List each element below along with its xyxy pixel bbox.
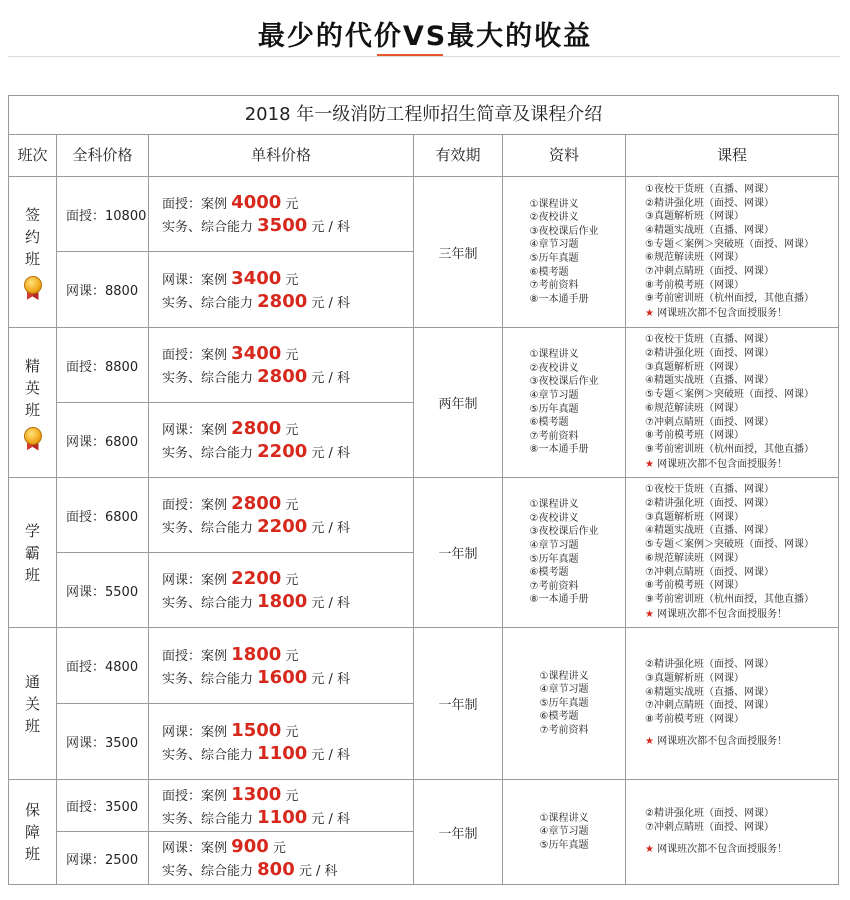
single-price-combo-line bbox=[162, 290, 413, 313]
list-item: ⑤历年真题 bbox=[529, 253, 579, 264]
gold-medal-icon bbox=[23, 276, 43, 300]
courses-list bbox=[645, 333, 814, 456]
combo-label: 实务、综合能力 bbox=[162, 295, 254, 311]
class-name-char: 精 bbox=[24, 356, 40, 375]
combo-label: 实务、综合能力 bbox=[162, 864, 254, 879]
yuan-unit: 元 bbox=[285, 648, 299, 664]
full-price-text: 网课：3500 bbox=[66, 736, 139, 751]
service-note bbox=[645, 843, 787, 857]
case-price: 3400 bbox=[231, 343, 282, 364]
courses-block bbox=[645, 807, 787, 856]
class-name-cell bbox=[9, 328, 57, 478]
case-price: 4000 bbox=[231, 192, 282, 213]
case-label: 案例 bbox=[201, 788, 228, 804]
list-item: ⑤专题＜案例＞突破班（面授、网课） bbox=[645, 238, 814, 250]
single-price-case-line bbox=[162, 267, 413, 290]
combo-price: 2200 bbox=[257, 441, 308, 462]
validity-cell bbox=[414, 780, 503, 884]
list-item: ⑧一本通手册 bbox=[529, 594, 589, 606]
header-validity: 有效期 bbox=[414, 134, 503, 177]
validity-cell bbox=[414, 478, 503, 628]
list-item: ⑥模考题 bbox=[539, 711, 579, 723]
list-item: ⑦考前资料 bbox=[529, 280, 579, 292]
combo-price: 2200 bbox=[257, 516, 308, 537]
combo-label: 实务、综合能力 bbox=[162, 220, 254, 235]
list-item: ①课程讲义 bbox=[529, 349, 579, 361]
single-price-case-line bbox=[162, 342, 413, 365]
case-label: 案例 bbox=[201, 348, 228, 363]
yuan-unit: 元 bbox=[285, 573, 299, 588]
list-item: ⑦冲刺点睛班（面授、网课） bbox=[645, 566, 774, 578]
case-label: 案例 bbox=[201, 573, 228, 588]
materials-cell bbox=[503, 177, 626, 328]
materials-list bbox=[540, 812, 589, 853]
full-price-cell bbox=[57, 403, 149, 478]
full-price-text: 网课：2500 bbox=[66, 852, 139, 868]
class-name-char: 霸 bbox=[24, 543, 40, 562]
full-price-cell bbox=[57, 780, 149, 832]
single-price-combo-line bbox=[162, 214, 413, 237]
list-item: ④精题实战班（直播、网课） bbox=[645, 375, 774, 387]
mode-label: 面授： bbox=[162, 197, 202, 212]
mode-label: 面授： bbox=[162, 648, 202, 664]
single-price-cell bbox=[149, 328, 414, 403]
medal-disc bbox=[24, 276, 42, 294]
single-price-cell bbox=[149, 478, 414, 553]
case-price: 2800 bbox=[231, 418, 282, 439]
combo-price: 1100 bbox=[257, 806, 308, 828]
mode-label: 面授： bbox=[162, 348, 202, 363]
full-price-cell bbox=[57, 704, 149, 780]
full-price-cell bbox=[57, 252, 149, 328]
materials-cell bbox=[503, 328, 626, 478]
case-price: 2800 bbox=[231, 493, 282, 514]
combo-label: 实务、综合能力 bbox=[162, 446, 254, 461]
yuan-unit: 元 bbox=[285, 197, 299, 212]
list-item: ④精题实战班（直播、网课） bbox=[645, 224, 774, 236]
full-price-cell bbox=[57, 553, 149, 628]
mode-label: 面授： bbox=[162, 498, 202, 513]
full-price-cell bbox=[57, 832, 149, 884]
list-item: ⑤历年真题 bbox=[529, 553, 579, 565]
list-item: ④章节习题 bbox=[539, 826, 589, 838]
mode-label: 网课： bbox=[162, 272, 202, 288]
list-item: ④精题实战班（直播、网课） bbox=[645, 686, 774, 698]
page-headline: 最少的代价VS最大的收益 bbox=[257, 21, 593, 52]
full-price-text: 面授：3500 bbox=[66, 800, 139, 815]
list-item: ④章节习题 bbox=[529, 239, 579, 251]
list-item: ④章节习题 bbox=[529, 389, 579, 401]
single-price-cell bbox=[149, 177, 414, 252]
list-item: ⑦考前资料 bbox=[539, 724, 589, 736]
full-price-text: 网课：8800 bbox=[66, 284, 139, 299]
single-price-cell bbox=[149, 252, 414, 328]
header-full-price: 全科价格 bbox=[57, 134, 149, 177]
single-price-case-line bbox=[162, 492, 413, 515]
case-label: 案例 bbox=[201, 197, 228, 212]
courses-block bbox=[645, 183, 814, 321]
case-label: 案例 bbox=[201, 724, 228, 740]
list-item: ⑦冲刺点睛班（面授、网课） bbox=[645, 822, 774, 833]
list-item: ⑧考前模考班（网课） bbox=[645, 714, 744, 726]
single-price-case-line bbox=[162, 719, 413, 742]
single-price-combo-line bbox=[162, 590, 413, 613]
materials-list bbox=[540, 670, 589, 738]
courses-cell bbox=[626, 328, 838, 478]
single-price-combo-line bbox=[162, 742, 413, 765]
class-name-char: 障 bbox=[24, 823, 40, 841]
single-price-combo-line bbox=[162, 666, 413, 689]
headline-divider bbox=[8, 56, 840, 57]
list-item: ①课程讲义 bbox=[539, 812, 589, 824]
class-name-char: 班 bbox=[24, 845, 40, 863]
star-icon: ★ bbox=[645, 843, 658, 855]
full-price-text: 网课：6800 bbox=[66, 434, 139, 450]
class-name-char: 班 bbox=[24, 250, 40, 268]
service-note-text: 网课班次都不包含面授服务！ bbox=[657, 308, 788, 320]
list-item: ⑤专题＜案例＞突破班（面授、网课） bbox=[645, 389, 814, 401]
class-name-char: 通 bbox=[24, 672, 40, 691]
combo-price: 1800 bbox=[257, 591, 308, 612]
list-item: ②精讲强化班（面授、网课） bbox=[645, 498, 774, 510]
case-label: 案例 bbox=[201, 841, 228, 856]
list-item: ⑥模考题 bbox=[529, 567, 569, 579]
table-title: 2018 年一级消防工程师招生简章及课程介绍 bbox=[9, 96, 838, 135]
header-courses: 课程 bbox=[626, 134, 838, 177]
combo-label: 实务、综合能力 bbox=[162, 811, 254, 827]
combo-price: 1600 bbox=[257, 666, 308, 688]
gold-medal-icon bbox=[23, 427, 43, 451]
list-item: ⑦考前资料 bbox=[529, 580, 579, 592]
class-name-char: 保 bbox=[24, 801, 40, 819]
single-price-case-line bbox=[162, 191, 413, 214]
class-name-char: 班 bbox=[24, 565, 40, 584]
courses-cell bbox=[626, 628, 838, 780]
combo-label: 实务、综合能力 bbox=[162, 671, 254, 687]
service-note-text: 网课班次都不包含面授服务！ bbox=[657, 843, 788, 855]
validity-cell bbox=[414, 628, 503, 780]
per-subject-unit: 元 / 科 bbox=[298, 864, 338, 879]
list-item: ⑨考前密训班（杭州面授，其他直播） bbox=[645, 293, 814, 305]
courses-block bbox=[645, 333, 814, 471]
list-item: ⑥规范解读班（网课） bbox=[645, 252, 744, 264]
list-item: ⑦冲刺点睛班（面授、网课） bbox=[645, 416, 774, 428]
service-note-text: 网课班次都不包含面授服务！ bbox=[657, 608, 788, 620]
list-item: ⑦冲刺点睛班（面授、网课） bbox=[645, 700, 774, 712]
materials-list bbox=[530, 498, 599, 607]
list-item: ④章节习题 bbox=[529, 539, 579, 551]
combo-price: 3500 bbox=[257, 215, 308, 236]
list-item: ①课程讲义 bbox=[539, 670, 589, 682]
list-item: ①课程讲义 bbox=[529, 499, 579, 511]
single-price-cell bbox=[149, 628, 414, 704]
full-price-text: 面授：4800 bbox=[66, 660, 139, 675]
courses-cell bbox=[626, 177, 838, 328]
single-price-cell bbox=[149, 832, 414, 884]
single-price-cell bbox=[149, 704, 414, 780]
star-icon: ★ bbox=[645, 458, 658, 470]
full-price-text: 面授：6800 bbox=[66, 509, 139, 525]
case-price: 900 bbox=[231, 836, 269, 857]
class-name-char: 学 bbox=[24, 521, 40, 540]
validity-text: 一年制 bbox=[438, 698, 478, 713]
yuan-unit: 元 bbox=[285, 724, 299, 740]
class-name-char: 签 bbox=[24, 206, 40, 224]
list-item: ⑥模考题 bbox=[529, 266, 569, 278]
full-price-text: 面授：10800 bbox=[66, 208, 147, 224]
list-item: ⑧考前模考班（网课） bbox=[645, 580, 744, 592]
list-item: ⑧考前模考班（网课） bbox=[645, 279, 744, 291]
materials-cell bbox=[503, 780, 626, 884]
list-item: ⑧考前模考班（网课） bbox=[645, 430, 744, 442]
case-label: 案例 bbox=[201, 648, 228, 664]
medal-disc bbox=[24, 427, 42, 445]
list-item: ③真题解析班（网课） bbox=[645, 511, 744, 523]
list-item: ③真题解析班（网课） bbox=[645, 672, 744, 684]
materials-list bbox=[530, 198, 599, 307]
validity-cell bbox=[414, 177, 503, 328]
single-price-cell bbox=[149, 403, 414, 478]
full-price-cell bbox=[57, 177, 149, 252]
header-class: 班次 bbox=[9, 134, 57, 177]
list-item: ②精讲强化班（面授、网课） bbox=[645, 808, 774, 820]
list-item: ②夜校讲义 bbox=[529, 212, 579, 224]
single-price-case-line bbox=[162, 783, 413, 806]
list-item: ⑧一本通手册 bbox=[529, 444, 589, 456]
yuan-unit: 元 bbox=[285, 272, 299, 288]
list-item: ④精题实战班（直播、网课） bbox=[645, 525, 774, 537]
mode-label: 网课： bbox=[162, 841, 202, 856]
full-price-cell bbox=[57, 328, 149, 403]
list-item: ③夜校课后作业 bbox=[529, 526, 599, 538]
list-item: ⑦冲刺点睛班（面授、网课） bbox=[645, 266, 774, 278]
class-name-char: 英 bbox=[24, 378, 40, 397]
single-price-case-line bbox=[162, 643, 413, 666]
materials-cell bbox=[503, 628, 626, 780]
case-price: 3400 bbox=[231, 267, 282, 289]
single-price-cell bbox=[149, 780, 414, 832]
star-icon: ★ bbox=[645, 735, 658, 747]
list-item: ③真题解析班（网课） bbox=[645, 361, 744, 373]
per-subject-unit: 元 / 科 bbox=[311, 220, 351, 235]
service-note-text: 网课班次都不包含面授服务！ bbox=[657, 458, 788, 470]
validity-text: 一年制 bbox=[438, 547, 478, 562]
class-name-cell bbox=[9, 780, 57, 884]
single-price-combo-line bbox=[162, 440, 413, 463]
class-name-char: 关 bbox=[24, 694, 40, 713]
list-item: ⑤历年真题 bbox=[539, 697, 589, 709]
full-price-cell bbox=[57, 478, 149, 553]
courses-block bbox=[645, 658, 787, 749]
star-icon: ★ bbox=[645, 608, 658, 620]
list-item: ⑨考前密训班（杭州面授，其他直播） bbox=[645, 443, 814, 455]
courses-list bbox=[645, 807, 787, 834]
courses-list bbox=[645, 483, 814, 606]
single-price-combo-line bbox=[162, 806, 413, 829]
list-item: ⑥模考题 bbox=[529, 417, 569, 429]
mode-label: 网课： bbox=[162, 573, 202, 588]
list-item: ⑤历年真题 bbox=[529, 403, 579, 415]
per-subject-unit: 元 / 科 bbox=[311, 295, 351, 311]
service-note bbox=[645, 307, 814, 321]
validity-text: 三年制 bbox=[438, 246, 478, 262]
list-item: ①夜校干货班（直播、网课） bbox=[645, 484, 774, 496]
service-note-text: 网课班次都不包含面授服务！ bbox=[657, 735, 788, 747]
combo-label: 实务、综合能力 bbox=[162, 747, 254, 763]
validity-cell bbox=[414, 328, 503, 478]
mode-label: 网课： bbox=[162, 423, 202, 438]
list-item: ③夜校课后作业 bbox=[529, 376, 599, 388]
mode-label: 面授： bbox=[162, 788, 202, 804]
service-note bbox=[645, 458, 814, 472]
list-item: ⑥规范解读班（网课） bbox=[645, 402, 744, 414]
case-label: 案例 bbox=[201, 423, 228, 438]
case-label: 案例 bbox=[201, 272, 228, 288]
list-item: ②夜校讲义 bbox=[529, 512, 579, 524]
list-item: ③真题解析班（网课） bbox=[645, 211, 744, 223]
header-single-price: 单科价格 bbox=[149, 134, 414, 177]
combo-price: 1100 bbox=[257, 742, 308, 764]
materials-list bbox=[530, 348, 599, 457]
per-subject-unit: 元 / 科 bbox=[311, 371, 351, 386]
per-subject-unit: 元 / 科 bbox=[311, 811, 351, 827]
list-item: ③夜校课后作业 bbox=[529, 225, 599, 237]
list-item: ②精讲强化班（面授、网课） bbox=[645, 659, 774, 671]
courses-cell bbox=[626, 478, 838, 628]
case-price: 1300 bbox=[231, 783, 282, 805]
class-name-cell bbox=[9, 478, 57, 628]
validity-text: 两年制 bbox=[438, 397, 478, 412]
class-name-cell bbox=[9, 628, 57, 780]
service-note bbox=[645, 608, 814, 622]
single-price-case-line bbox=[162, 835, 413, 858]
service-note bbox=[645, 735, 787, 749]
single-price-case-line bbox=[162, 417, 413, 440]
yuan-unit: 元 bbox=[285, 788, 299, 804]
class-name-char: 班 bbox=[24, 716, 40, 735]
courses-cell bbox=[626, 780, 838, 884]
courses-list bbox=[645, 658, 787, 727]
materials-cell bbox=[503, 478, 626, 628]
list-item: ①课程讲义 bbox=[529, 198, 579, 210]
list-item: ①夜校干货班（直播、网课） bbox=[645, 334, 774, 346]
per-subject-unit: 元 / 科 bbox=[311, 521, 351, 536]
yuan-unit: 元 bbox=[285, 348, 299, 363]
yuan-unit: 元 bbox=[285, 498, 299, 513]
list-item: ⑤专题＜案例＞突破班（面授、网课） bbox=[645, 539, 814, 551]
star-icon: ★ bbox=[645, 308, 658, 320]
list-item: ②精讲强化班（面授、网课） bbox=[645, 348, 774, 360]
combo-label: 实务、综合能力 bbox=[162, 371, 254, 386]
class-name-char: 班 bbox=[24, 400, 40, 419]
courses-list bbox=[645, 183, 814, 306]
per-subject-unit: 元 / 科 bbox=[311, 747, 351, 763]
combo-price: 2800 bbox=[257, 366, 308, 387]
combo-label: 实务、综合能力 bbox=[162, 596, 254, 611]
combo-price: 800 bbox=[257, 859, 295, 880]
case-price: 1500 bbox=[231, 719, 282, 741]
single-price-combo-line bbox=[162, 515, 413, 538]
class-name-char: 约 bbox=[24, 228, 40, 246]
courses-block bbox=[645, 483, 814, 621]
single-price-cell bbox=[149, 553, 414, 628]
case-label: 案例 bbox=[201, 498, 228, 513]
mode-label: 网课： bbox=[162, 724, 202, 740]
single-price-combo-line bbox=[162, 858, 413, 881]
single-price-case-line bbox=[162, 567, 413, 590]
case-price: 2200 bbox=[231, 568, 282, 589]
per-subject-unit: 元 / 科 bbox=[311, 671, 351, 687]
full-price-text: 面授：8800 bbox=[66, 359, 139, 375]
combo-label: 实务、综合能力 bbox=[162, 521, 254, 536]
list-item: ⑤历年真题 bbox=[539, 839, 589, 851]
list-item: ⑨考前密训班（杭州面授，其他直播） bbox=[645, 593, 814, 605]
case-price: 1800 bbox=[231, 643, 282, 665]
yuan-unit: 元 bbox=[272, 841, 286, 856]
per-subject-unit: 元 / 科 bbox=[311, 446, 351, 461]
list-item: ①夜校干货班（直播、网课） bbox=[645, 183, 774, 195]
per-subject-unit: 元 / 科 bbox=[311, 596, 351, 611]
course-table bbox=[8, 95, 839, 885]
class-name-cell bbox=[9, 177, 57, 328]
full-price-cell bbox=[57, 628, 149, 704]
list-item: ②夜校讲义 bbox=[529, 362, 579, 374]
combo-price: 2800 bbox=[257, 290, 308, 312]
yuan-unit: 元 bbox=[285, 423, 299, 438]
single-price-combo-line bbox=[162, 365, 413, 388]
list-item: ⑧一本通手册 bbox=[529, 293, 589, 305]
list-item: ⑥规范解读班（网课） bbox=[645, 552, 744, 564]
header-materials: 资料 bbox=[503, 134, 626, 177]
full-price-text: 网课：5500 bbox=[66, 584, 139, 600]
list-item: ⑦考前资料 bbox=[529, 430, 579, 442]
validity-text: 一年制 bbox=[438, 826, 478, 842]
list-item: ②精讲强化班（面授、网课） bbox=[645, 197, 774, 209]
list-item: ④章节习题 bbox=[539, 684, 589, 696]
